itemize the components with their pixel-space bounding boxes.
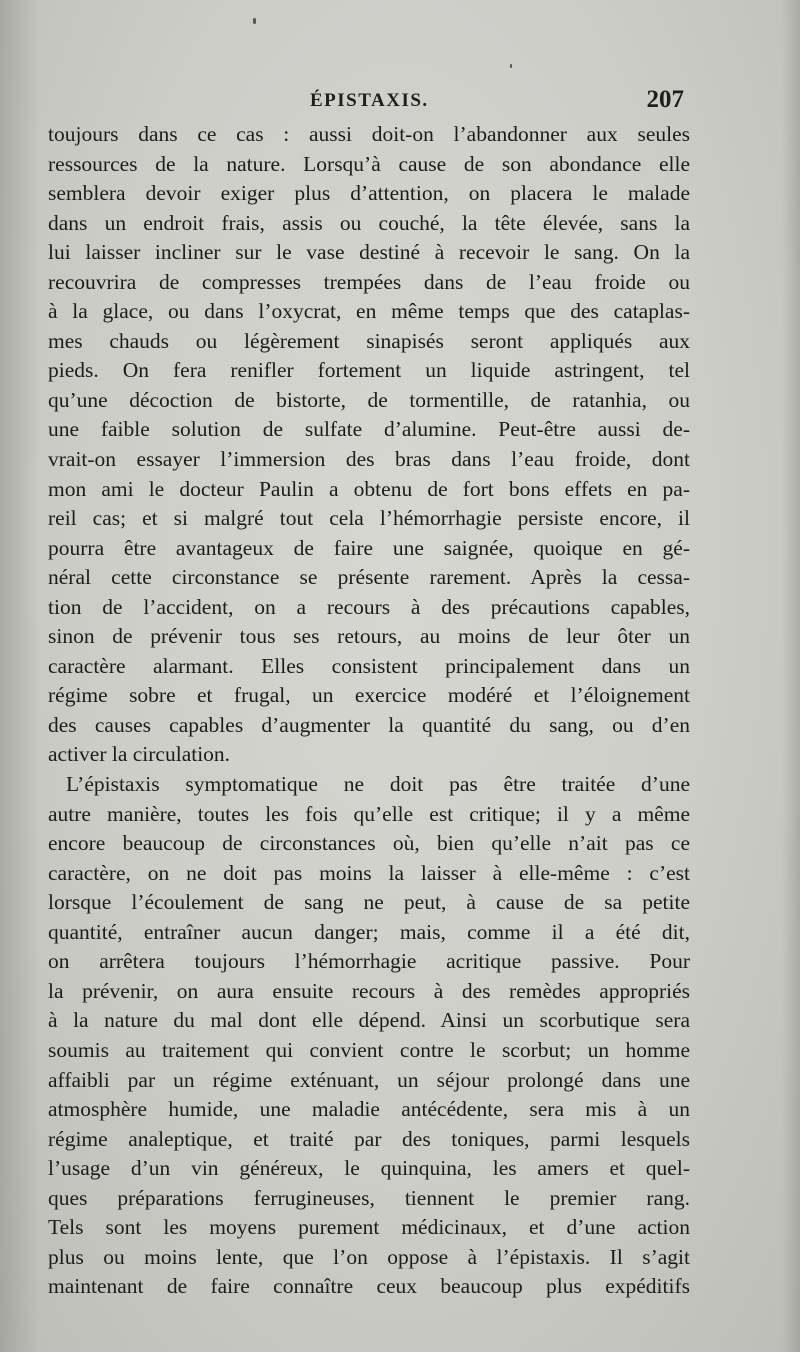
text-line: affaibli par un régime exténuant, un séjour prolongé dans une [48,1067,690,1092]
text-line: pieds. On fera renifler fortement un liquide astringent, tel [48,358,690,383]
page-number: 207 [646,86,684,113]
text-line: vrait-on essayer l’immersion des bras dans l’eau froide, dont [48,447,690,472]
text-line: mes chauds ou légèrement sinapisés seront appliqués aux [48,328,690,353]
paragraph-end-line: activer la circulation. [48,742,231,767]
page-edge-shadow [782,0,800,1352]
text-line: semblera devoir exiger plus d’attention, on placera le malade [48,181,690,206]
text-line: quantité, entraîner aucun danger; mais, comme il a été dit, [48,919,690,944]
text-line: sinon de prévenir tous ses retours, au moins de leur ôter un [48,624,690,649]
text-line: qu’une décoction de bistorte, de tormentille, de ratanhia, ou [48,387,690,412]
text-line: toujours dans ce cas : aussi doit-on l’abandonner aux seules [48,122,690,146]
text-line: plus ou moins lente, que l’on oppose à l’épistaxis. Il s’agit [48,1244,690,1269]
text-line: autre manière, toutes les fois qu’elle est critique; il y a même [48,801,690,826]
text-line: lorsque l’écoulement de sang ne peut, à cause de sa petite [48,890,690,915]
text-line: dans un endroit frais, assis ou couché, la tête élevée, sans la [48,210,690,235]
text-line: régime analeptique, et traité par des toniques, parmi lesquels [48,1126,690,1151]
paragraph-start-line: L’épistaxis symptomatique ne doit pas être traitée d’une [66,772,690,797]
text-line: pourra être avantageux de faire une saignée, quoique en gé- [48,535,690,560]
ink-speck [253,18,256,24]
text-line: régime sobre et frugal, un exercice modéré et l’éloignement [48,683,690,708]
page-header [48,86,684,116]
text-line: Tels sont les moyens purement médicinaux, et d’une action [48,1215,690,1240]
text-line: des causes capables d’augmenter la quantité du sang, ou d’en [48,712,690,737]
text-line: on arrêtera toujours l’hémorrhagie acritique passive. Pour [48,949,690,974]
text-line: recouvrira de compresses trempées dans de l’eau froide ou [48,269,690,294]
text-line: encore beaucoup de circonstances où, bien qu’elle n’ait pas ce [48,831,690,856]
text-line: atmosphère humide, une maladie antécédente, sera mis à un [48,1097,690,1122]
running-title: ÉPISTAXIS. [310,90,429,111]
text-line: lui laisser incliner sur le vase destiné à recevoir le sang. On la [48,240,690,265]
text-line: à la glace, ou dans l’oxycrat, en même temps que des cataplas- [48,299,690,324]
ink-speck [510,64,512,68]
text-line: ques préparations ferrugineuses, tiennent le premier rang. [48,1185,690,1210]
text-line: à la nature du mal dont elle dépend. Ainsi un scorbutique sera [48,1008,690,1033]
text-line: ressources de la nature. Lorsqu’à cause de son abondance elle [48,151,690,176]
text-line: caractère alarmant. Elles consistent principalement dans un [48,653,690,678]
text-line: reil cas; et si malgré tout cela l’hémorrhagie persiste encore, il [48,506,690,531]
text-line: soumis au traitement qui convient contre le scorbut; un homme [48,1037,690,1062]
text-line: mon ami le docteur Paulin a obtenu de fort bons effets en pa- [48,476,690,501]
body-text [48,120,690,1302]
text-line: maintenant de faire connaître ceux beaucoup plus expéditifs [48,1274,690,1299]
text-line: caractère, on ne doit pas moins la laisser à elle-même : c’est [48,860,690,885]
text-line: néral cette circonstance se présente rarement. Après la cessa- [48,565,690,590]
text-line: l’usage d’un vin généreux, le quinquina, les amers et quel- [48,1156,690,1181]
spine-shadow [0,0,40,1352]
text-line: une faible solution de sulfate d’alumine. Peut-être aussi de- [48,417,690,442]
text-line: la prévenir, on aura ensuite recours à des remèdes appropriés [48,978,690,1003]
text-line: tion de l’accident, on a recours à des précautions capables, [48,594,690,619]
